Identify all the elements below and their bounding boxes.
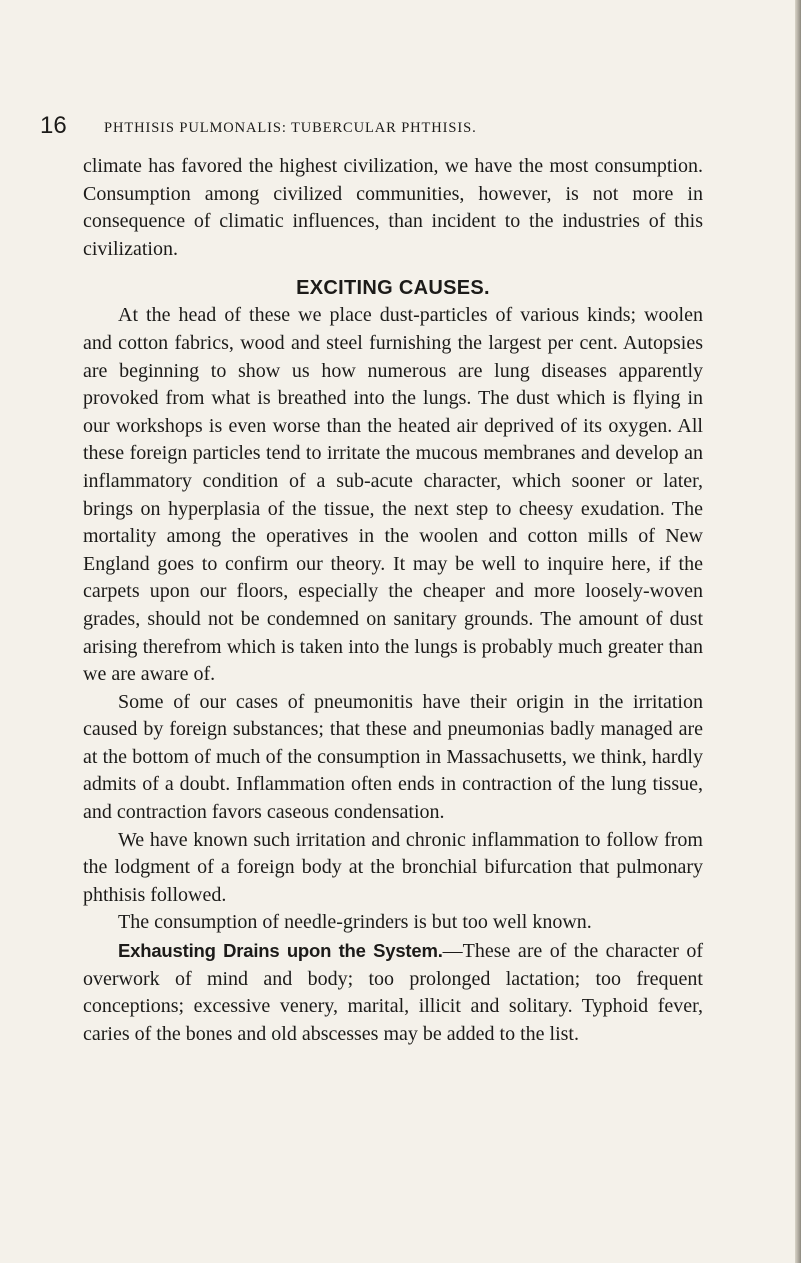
paragraph-exhausting-drains-text: —These are of the character of overwork of mind and body; too prolonged lactation; too frequent conceptions; excessive venery, marital, illicit and solitary. Typhoid fever, caries of the bones and old abscesses may be added to the list. xyxy=(83,940,703,1045)
running-title: PHTHISIS PULMONALIS: TUBERCULAR PHTHISIS. xyxy=(104,120,477,136)
running-head xyxy=(40,108,740,144)
page-number: 16 xyxy=(40,112,67,139)
paragraph-irritation: We have known such irritation and chronic inflammation to follow from the lodgment of a foreign body at the bronchial bifurcation that pulmonary phthisis followed. xyxy=(83,828,703,906)
paragraph-pneumonitis: Some of our cases of pneumonitis have their origin in the irritation caused by foreign substances; that these and pneumonias badly managed are at the bottom of much of the consumption in Massachusetts, we think, hardly admits of a doubt. Inflammation often ends in contraction of the lung tissue, and contraction favors caseous condensation. xyxy=(83,690,703,824)
body-text xyxy=(83,153,703,1048)
paragraph-exhausting-drains xyxy=(83,937,703,1048)
paragraph-dust-particles: At the head of these we place dust-particles of various kinds; woolen and cotton fabrics, wood and steel furnishing the largest per cent. Autopsies are beginning to show us how numerous are lung diseases apparently provoked from what is breathed into the lungs. The dust which is flying in our workshops is even worse than the heated air deprived of its oxygen. All these foreign particles tend to irritate the mucous membranes and develop an inflammatory condition of a sub-acute character, which sooner or later, brings on hyperplasia of the tissue, the next step to cheesy exudation. The mortality among the operatives in the woolen and cotton mills of New England goes to confirm our theory. It may be well to inquire here, if the carpets upon our floors, especially the cheaper and more loosely-woven grades, should not be condemned on sanitary grounds. The amount of dust arising therefrom which is taken into the lungs is probably much greater than we are aware of. xyxy=(83,304,703,686)
page-edge-shadow xyxy=(795,0,801,1263)
opening-paragraph: climate has favored the highest civilization, we have the most consumption. Consumption among civilized communities, however, is not more in consequence of climatic influences, than incident to the industries of this civilization. xyxy=(83,155,703,260)
section-heading: EXCITING CAUSES. xyxy=(296,277,490,300)
run-in-heading: Exhausting Drains upon the System. xyxy=(118,940,443,962)
paragraph-needle-grinders: The consumption of needle-grinders is but too well known. xyxy=(118,911,592,934)
